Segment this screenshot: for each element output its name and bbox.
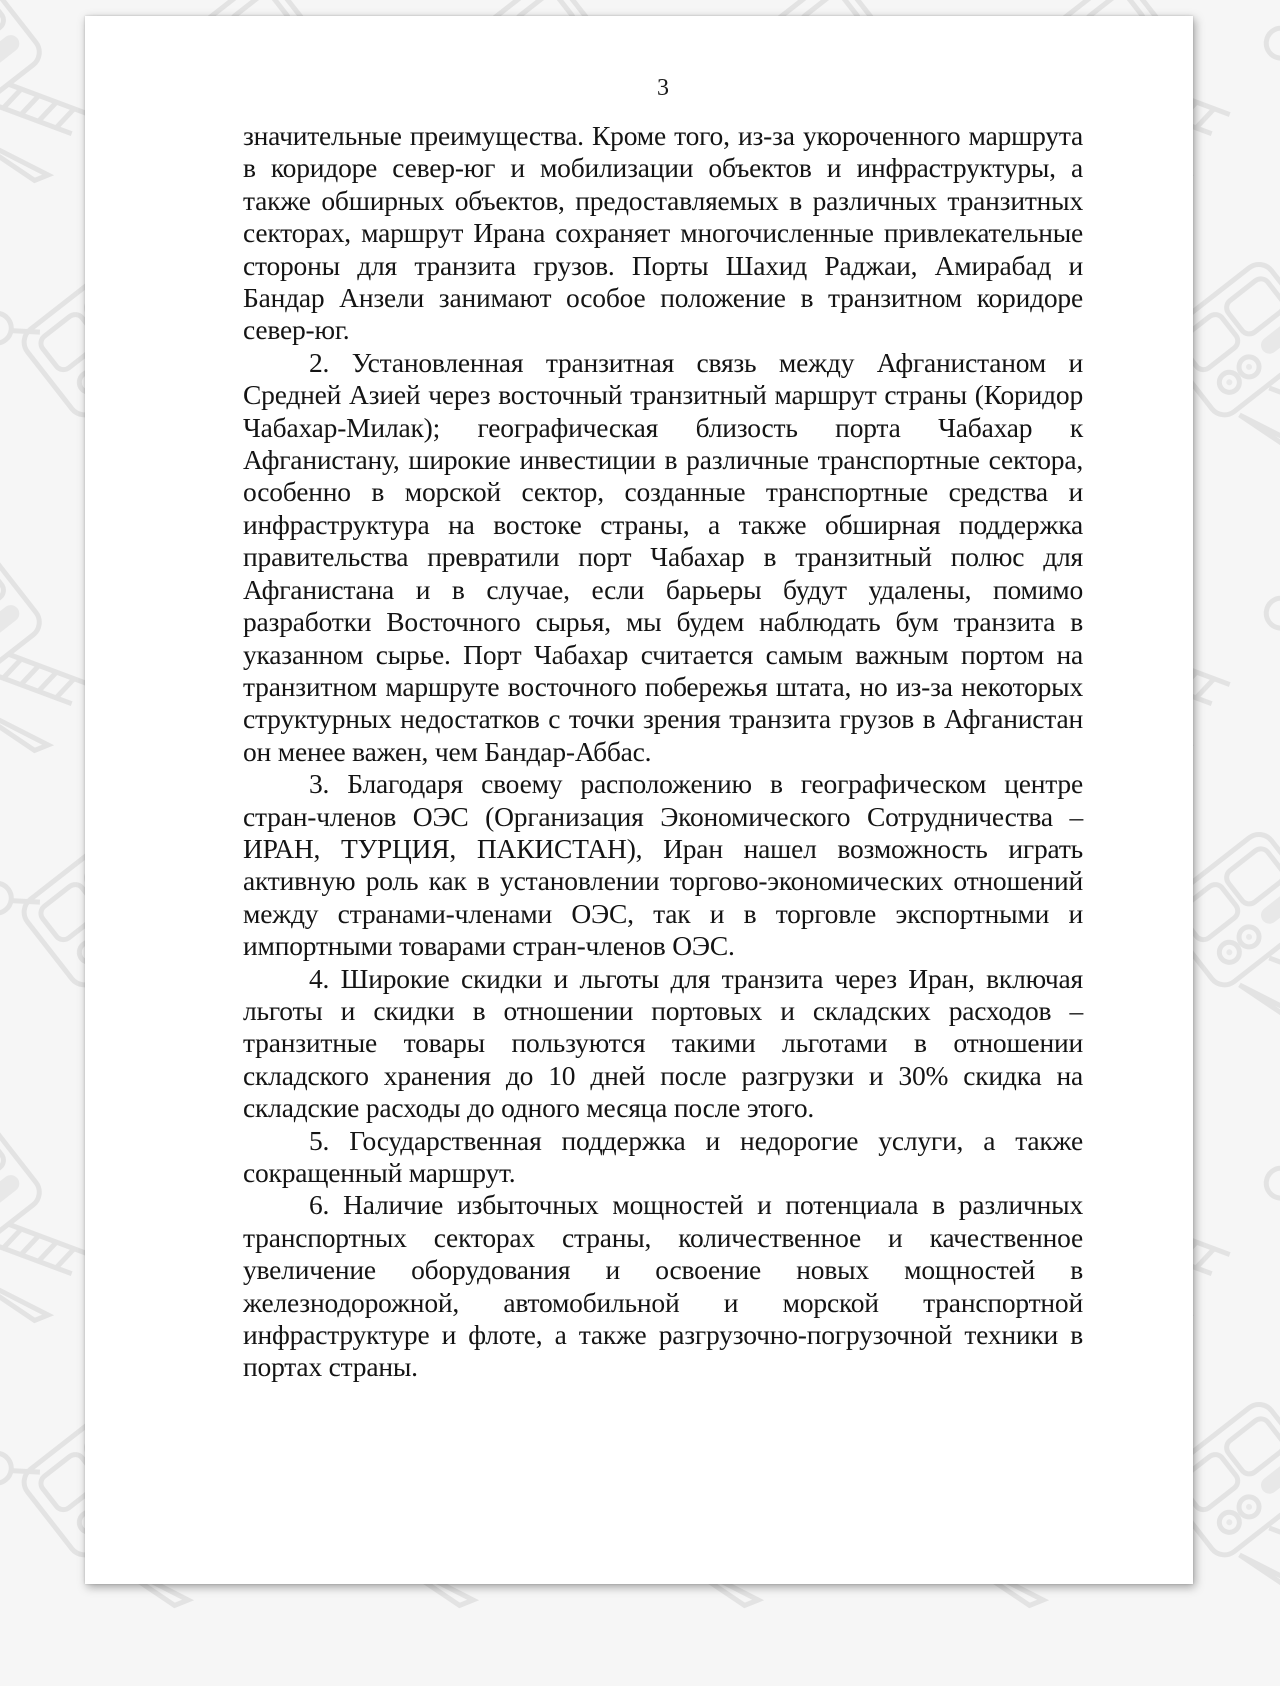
page-number: 3: [657, 75, 669, 101]
paragraph: значительные преимущества. Кроме того, из-за укороченного маршрута в коридоре север-юг и мобилизации объектов и инфраструктуры, а также обширных объектов, предоставляемых в различных транзитных секторах, маршрут Ирана сохраняет многочисленные привлекательные стороны для транзита грузов. Порты Шахид Раджаи, Амирабад и Бандар Анзели занимают особое положение в транзитном коридоре север-юг.: [243, 120, 1083, 346]
page-content: [85, 72, 1193, 1384]
paragraph: 2. Установленная транзитная связь между Афганистаном и Средней Азией через восточный транзитный маршрут страны (Коридор Чабахар-Милак); географическая близость порта Чабахар к Афганистану, широкие инвестиции в различные транспортные сектора, особенно в морской сектор, созданные транспортные средства и инфраструктура на востоке страны, а также обширная поддержка правительства превратили порт Чабахар в транзитный полюс для Афганистана и в случае, если барьеры будут удалены, помимо разработки Восточного сырья, мы будем наблюдать бум транзита в указанном сырье. Порт Чабахар считается самым важным портом на транзитном маршруте восточного побережья штата, но из-за некоторых структурных недостатков с точки зрения транзита грузов в Афганистан он менее важен, чем Бандар-Аббас.: [243, 346, 1083, 767]
paragraph: 5. Государственная поддержка и недорогие услуги, а также сокращенный маршрут.: [243, 1124, 1083, 1188]
document-page: [85, 16, 1193, 1584]
document-body-text: [243, 120, 1083, 1384]
paragraph: 6. Наличие избыточных мощностей и потенциала в различных транспортных секторах страны, количественное и качественное увеличение оборудования и освоение новых мощностей в железнодорожной, автомобильной и морской транспортной инфраструктуре и флоте, а также разгрузочно-погрузочной техники в портах страны.: [243, 1189, 1083, 1383]
paragraph: 3. Благодаря своему расположению в географическом центре стран-членов ОЭС (Организация Экономического Сотрудничества – ИРАН, ТУРЦИЯ, ПАКИСТАН), Иран нашел возможность играть активную роль как в установлении торгово-экономических отношений между странами-членами ОЭС, так и в торговле экспортными и импортными товарами стран-членов ОЭС.: [243, 768, 1083, 962]
paragraph: 4. Широкие скидки и льготы для транзита через Иран, включая льготы и скидки в отношении портовых и складских расходов – транзитные товары пользуются такими льготами в отношении складского хранения до 10 дней после разгрузки и 30% скидка на складские расходы до одного месяца после этого.: [243, 962, 1083, 1124]
